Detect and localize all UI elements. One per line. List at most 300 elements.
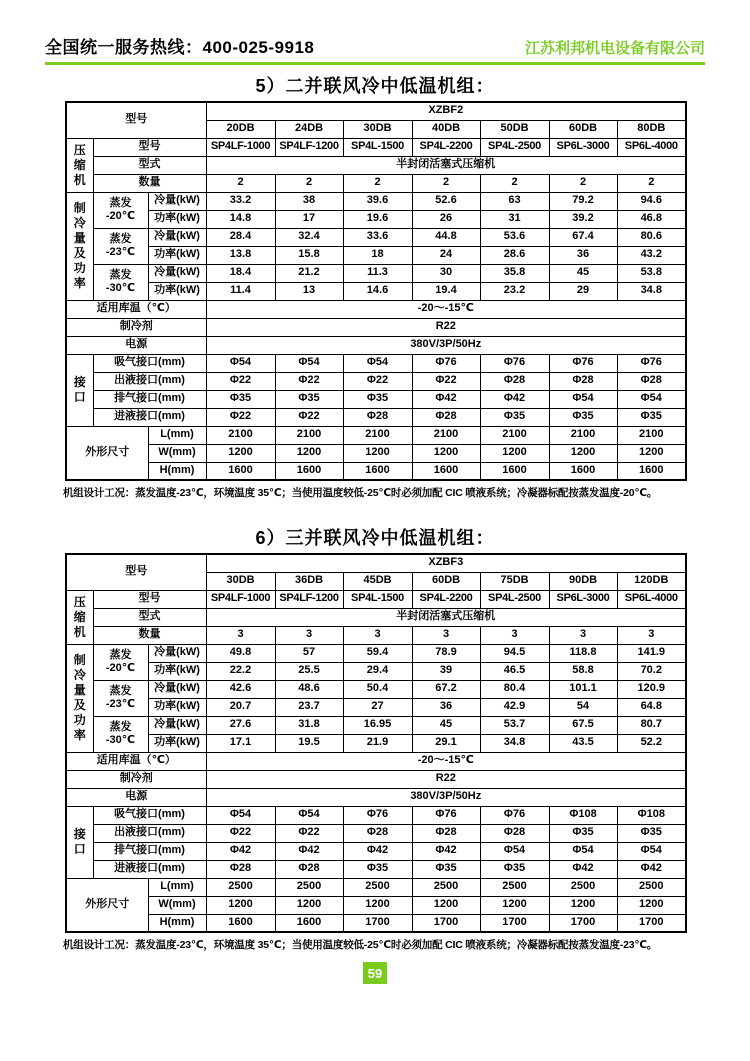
spec-value: 94.5 (480, 644, 549, 662)
table-row (66, 138, 686, 156)
spec-value: 1700 (549, 914, 617, 932)
spec-value: 120.9 (617, 680, 686, 698)
spec-value: Φ28 (412, 824, 480, 842)
spec-value: Φ35 (343, 390, 412, 408)
spec-value: SP6L-4000 (617, 138, 686, 156)
table-row (66, 390, 686, 408)
spec-value: Φ28 (480, 824, 549, 842)
spec-value: 1600 (275, 914, 343, 932)
spec-value: 67.2 (412, 680, 480, 698)
spec-value: 78.9 (412, 644, 480, 662)
spec-value: Φ76 (412, 354, 480, 372)
spec-value: 31.8 (275, 716, 343, 734)
spec-value: 2500 (480, 878, 549, 896)
spec-value: SP6L-3000 (549, 590, 617, 608)
merged-value: 半封闭活塞式压缩机 (206, 156, 686, 174)
spec-value: 2100 (412, 426, 480, 444)
spec-value: 30 (412, 264, 480, 282)
spec-value: 46.5 (480, 662, 549, 680)
spec-value: 19.5 (275, 734, 343, 752)
table-row (66, 156, 686, 174)
spec-value: 32.4 (275, 228, 343, 246)
spec-value: 22.2 (206, 662, 275, 680)
table-row (66, 372, 686, 390)
spec-value: 1600 (480, 462, 549, 480)
spec-value: 2 (480, 174, 549, 192)
spec-value: 25.5 (275, 662, 343, 680)
spec-value: 23.2 (480, 282, 549, 300)
spec-row-label: L(mm) (148, 426, 206, 444)
spec-value: 2 (617, 174, 686, 192)
spec-value: 1600 (206, 462, 275, 480)
spec-value: 3 (412, 626, 480, 644)
spec-value: 141.9 (617, 644, 686, 662)
table-row (66, 426, 686, 444)
spec-value: Φ22 (275, 824, 343, 842)
spec-value: 1200 (343, 444, 412, 462)
table-title: 5）二并联风冷中低温机组： (255, 76, 495, 96)
spec-row-label: 适用库温（℃） (66, 300, 206, 318)
spec-value: Φ22 (412, 372, 480, 390)
spec-value: 33.6 (343, 228, 412, 246)
table-row (66, 698, 686, 716)
spec-value: Φ42 (480, 390, 549, 408)
company-name: 江苏利邦机电设备有限公司 (524, 40, 705, 57)
spec-value: 20.7 (206, 698, 275, 716)
table-row (66, 734, 686, 752)
table-row (66, 444, 686, 462)
spec-value: 15.8 (275, 246, 343, 264)
table-row (66, 354, 686, 372)
spec-value: Φ54 (206, 354, 275, 372)
spec-value: Φ35 (206, 390, 275, 408)
spec-value: 42.6 (206, 680, 275, 698)
spec-value: 2100 (275, 426, 343, 444)
spec-value: 39.2 (549, 210, 617, 228)
spec-value: 1600 (549, 462, 617, 480)
spec-value: 13 (275, 282, 343, 300)
spec-value: Φ22 (206, 372, 275, 390)
spec-row-label: 吸气接口(mm) (93, 806, 206, 824)
spec-value: Φ28 (549, 372, 617, 390)
spec-value: 2100 (549, 426, 617, 444)
spec-value: 36 (412, 698, 480, 716)
page-header (0, 33, 750, 58)
table-row (66, 806, 686, 824)
spec-row-label: 出液接口(mm) (93, 824, 206, 842)
model-column-header: 50DB (480, 120, 549, 138)
spec-value: 3 (206, 626, 275, 644)
spec-value: 2 (549, 174, 617, 192)
spec-value: Φ42 (617, 860, 686, 878)
spec-value: 3 (275, 626, 343, 644)
spec-value: 18 (343, 246, 412, 264)
spec-value: SP4LF-1200 (275, 138, 343, 156)
spec-row-label: 功率(kW) (148, 698, 206, 716)
spec-value: Φ35 (275, 390, 343, 408)
spec-value: Φ54 (617, 842, 686, 860)
model-column-header: 75DB (480, 572, 549, 590)
spec-value: 26 (412, 210, 480, 228)
spec-value: Φ76 (412, 806, 480, 824)
spec-value: Φ22 (206, 824, 275, 842)
spec-value: Φ28 (343, 408, 412, 426)
group-label-dimensions: 外形尺寸 (66, 426, 148, 480)
spec-value: 53.7 (480, 716, 549, 734)
spec-value: 2 (275, 174, 343, 192)
spec-value: 2100 (206, 426, 275, 444)
model-column-header: 30DB (206, 572, 275, 590)
corner-model-label: 型号 (66, 554, 206, 590)
spec-value: Φ28 (275, 860, 343, 878)
table-row (66, 174, 686, 192)
table-row (66, 246, 686, 264)
spec-value: 1600 (412, 462, 480, 480)
spec-value: Φ42 (549, 860, 617, 878)
spec-value: 58.8 (549, 662, 617, 680)
table-row (66, 770, 686, 788)
spec-value: 3 (343, 626, 412, 644)
group-label-ports: 接 口 (66, 354, 93, 426)
evap-temp-label: 蒸发 -23℃ (93, 680, 148, 716)
spec-value: 21.2 (275, 264, 343, 282)
spec-value: SP6L-4000 (617, 590, 686, 608)
spec-value: Φ54 (549, 390, 617, 408)
spec-value: 64.8 (617, 698, 686, 716)
spec-value: SP4L-2200 (412, 590, 480, 608)
spec-value: Φ108 (549, 806, 617, 824)
spec-value: 43.2 (617, 246, 686, 264)
table-row (66, 228, 686, 246)
spec-row-label: L(mm) (148, 878, 206, 896)
spec-value: Φ76 (343, 806, 412, 824)
evap-temp-label: 蒸发 -30℃ (93, 264, 148, 300)
series-name: XZBF2 (206, 102, 686, 120)
spec-value: 1200 (617, 896, 686, 914)
spec-value: 45 (412, 716, 480, 734)
spec-row-label: 型号 (93, 590, 206, 608)
spec-value: Φ42 (412, 390, 480, 408)
spec-value: 1200 (343, 896, 412, 914)
spec-row-label: 功率(kW) (148, 210, 206, 228)
spec-value: 2500 (206, 878, 275, 896)
spec-row-label: 制冷剂 (66, 770, 206, 788)
spec-row-label: 适用库温（℃） (66, 752, 206, 770)
spec-value: Φ28 (617, 372, 686, 390)
group-label-ports: 接 口 (66, 806, 93, 878)
spec-row-label: 型式 (93, 156, 206, 174)
merged-value: R22 (206, 318, 686, 336)
spec-value: 52.2 (617, 734, 686, 752)
spec-value: 1600 (206, 914, 275, 932)
spec-value: 18.4 (206, 264, 275, 282)
spec-row-label: 排气接口(mm) (93, 390, 206, 408)
spec-value: 1200 (206, 896, 275, 914)
spec-value: 57 (275, 644, 343, 662)
spec-value: 46.8 (617, 210, 686, 228)
spec-value: 3 (617, 626, 686, 644)
spec-value: 53.6 (480, 228, 549, 246)
table-row (66, 554, 686, 572)
spec-value: 2100 (480, 426, 549, 444)
spec-value: 2500 (343, 878, 412, 896)
spec-value: 45 (549, 264, 617, 282)
spec-row-label: 数量 (93, 174, 206, 192)
spec-value: 34.8 (617, 282, 686, 300)
model-column-header: 80DB (617, 120, 686, 138)
spec-value: Φ22 (275, 372, 343, 390)
spec-value: 94.6 (617, 192, 686, 210)
merged-value: 380V/3P/50Hz (206, 788, 686, 806)
spec-value: Φ76 (617, 354, 686, 372)
spec-value: 1700 (412, 914, 480, 932)
spec-value: 2500 (617, 878, 686, 896)
spec-value: 67.5 (549, 716, 617, 734)
spec-row-label: 功率(kW) (148, 246, 206, 264)
spec-value: 33.2 (206, 192, 275, 210)
spec-value: Φ35 (617, 824, 686, 842)
table-row (66, 608, 686, 626)
evap-temp-label: 蒸发 -30℃ (93, 716, 148, 752)
spec-value: 63 (480, 192, 549, 210)
spec-value: Φ54 (480, 842, 549, 860)
spec-value: 38 (275, 192, 343, 210)
spec-row-label: W(mm) (148, 896, 206, 914)
table-row (66, 626, 686, 644)
spec-value: Φ42 (343, 842, 412, 860)
table-row (66, 716, 686, 734)
spec-value: Φ54 (275, 354, 343, 372)
table-row (66, 842, 686, 860)
spec-row-label: 冷量(kW) (148, 680, 206, 698)
model-column-header: 40DB (412, 120, 480, 138)
spec-value: Φ22 (206, 408, 275, 426)
spec-value: Φ22 (275, 408, 343, 426)
spec-row-label: 功率(kW) (148, 662, 206, 680)
table-row (66, 408, 686, 426)
spec-value: 59.4 (343, 644, 412, 662)
table-note: 机组设计工况：蒸发温度-23℃，环境温度 35℃；当使用温度较低-25℃时必须加配 CIC 喷液系统；冷凝器标配按蒸发温度-20℃。 (63, 487, 658, 499)
model-column-header: 45DB (343, 572, 412, 590)
spec-row-label: 冷量(kW) (148, 192, 206, 210)
spec-row-label: 制冷剂 (66, 318, 206, 336)
table-row (66, 282, 686, 300)
spec-value: Φ54 (549, 842, 617, 860)
spec-value: 14.6 (343, 282, 412, 300)
merged-value: -20～-15℃ (206, 752, 686, 770)
spec-value: SP4L-2500 (480, 590, 549, 608)
group-label-performance: 制 冷 量 及 功 率 (66, 192, 93, 300)
spec-value: 48.6 (275, 680, 343, 698)
spec-row-label: 电源 (66, 788, 206, 806)
spec-value: 1200 (549, 444, 617, 462)
spec-value: 31 (480, 210, 549, 228)
spec-value: 29 (549, 282, 617, 300)
spec-value: 21.9 (343, 734, 412, 752)
service-hotline: 全国统一服务热线：400-025-9918 (45, 38, 315, 57)
spec-value: Φ42 (206, 842, 275, 860)
spec-value: 79.2 (549, 192, 617, 210)
table-row (66, 318, 686, 336)
spec-value: 2100 (343, 426, 412, 444)
spec-value: SP4L-2500 (480, 138, 549, 156)
spec-value: 101.1 (549, 680, 617, 698)
spec-value: 70.2 (617, 662, 686, 680)
spec-value: 44.8 (412, 228, 480, 246)
spec-value: 2500 (275, 878, 343, 896)
spec-row-label: 功率(kW) (148, 734, 206, 752)
spec-row-label: 数量 (93, 626, 206, 644)
spec-value: SP4L-1500 (343, 138, 412, 156)
spec-value: 1600 (275, 462, 343, 480)
spec-value: 80.6 (617, 228, 686, 246)
evap-temp-label: 蒸发 -20℃ (93, 192, 148, 228)
series-name: XZBF3 (206, 554, 686, 572)
spec-value: 2 (412, 174, 480, 192)
table-title: 6）三并联风冷中低温机组： (255, 528, 495, 548)
merged-value: -20～-15℃ (206, 300, 686, 318)
table-row (66, 644, 686, 662)
spec-value: Φ28 (412, 408, 480, 426)
spec-value: Φ28 (480, 372, 549, 390)
spec-value: 52.6 (412, 192, 480, 210)
spec-value: Φ108 (617, 806, 686, 824)
spec-value: 2 (343, 174, 412, 192)
spec-value: 67.4 (549, 228, 617, 246)
spec-value: Φ35 (343, 860, 412, 878)
table-row (66, 662, 686, 680)
spec-value: Φ54 (275, 806, 343, 824)
spec-value: Φ22 (343, 372, 412, 390)
model-column-header: 30DB (343, 120, 412, 138)
model-column-header: 120DB (617, 572, 686, 590)
spec-value: SP4LF-1000 (206, 590, 275, 608)
spec-row-label: 冷量(kW) (148, 264, 206, 282)
spec-value: Φ54 (617, 390, 686, 408)
spec-value: 11.3 (343, 264, 412, 282)
table-row (66, 462, 686, 480)
model-column-header: 60DB (412, 572, 480, 590)
table-note: 机组设计工况：蒸发温度-23℃，环境温度 35℃；当使用温度较低-25℃时必须加配 CIC 喷液系统；冷凝器标配按蒸发温度-23℃。 (63, 939, 658, 951)
spec-value: SP4LF-1000 (206, 138, 275, 156)
table-row (66, 860, 686, 878)
spec-value: 1700 (343, 914, 412, 932)
page-number-badge: 59 (363, 962, 387, 984)
spec-value: Φ42 (275, 842, 343, 860)
spec-value: 16.95 (343, 716, 412, 734)
table-row (66, 896, 686, 914)
merged-value: R22 (206, 770, 686, 788)
spec-row-label: 出液接口(mm) (93, 372, 206, 390)
spec-value: 28.4 (206, 228, 275, 246)
spec-value: 1600 (343, 462, 412, 480)
spec-value: 24 (412, 246, 480, 264)
table-row (66, 210, 686, 228)
spec-value: Φ54 (343, 354, 412, 372)
model-column-header: 36DB (275, 572, 343, 590)
merged-value: 380V/3P/50Hz (206, 336, 686, 354)
table-row (66, 192, 686, 210)
spec-value: 1200 (275, 896, 343, 914)
table-row (66, 878, 686, 896)
table-row (66, 752, 686, 770)
spec-value: 1200 (412, 896, 480, 914)
spec-value: Φ76 (480, 354, 549, 372)
model-column-header: 60DB (549, 120, 617, 138)
spec-value: 19.6 (343, 210, 412, 228)
spec-value: 42.9 (480, 698, 549, 716)
table-row (66, 336, 686, 354)
spec-value: 27.6 (206, 716, 275, 734)
spec-value: 11.4 (206, 282, 275, 300)
spec-value: 3 (480, 626, 549, 644)
spec-row-label: H(mm) (148, 914, 206, 932)
table-row (66, 914, 686, 932)
spec-value: 80.7 (617, 716, 686, 734)
spec-value: Φ35 (549, 408, 617, 426)
spec-value: 27 (343, 698, 412, 716)
spec-value: 1700 (617, 914, 686, 932)
table-section-triplex (0, 524, 750, 952)
spec-row-label: 功率(kW) (148, 282, 206, 300)
spec-value: 17 (275, 210, 343, 228)
table-row (66, 590, 686, 608)
model-column-header: 20DB (206, 120, 275, 138)
table-row (66, 788, 686, 806)
spec-value: 53.8 (617, 264, 686, 282)
spec-value: 80.4 (480, 680, 549, 698)
spec-value: 1200 (275, 444, 343, 462)
spec-row-label: 吸气接口(mm) (93, 354, 206, 372)
model-column-header: 90DB (549, 572, 617, 590)
spec-value: 39 (412, 662, 480, 680)
spec-value: 39.6 (343, 192, 412, 210)
spec-value: 1200 (206, 444, 275, 462)
spec-value: 2500 (412, 878, 480, 896)
group-label-dimensions: 外形尺寸 (66, 878, 148, 932)
spec-value: SP6L-3000 (549, 138, 617, 156)
spec-value: 28.6 (480, 246, 549, 264)
spec-row-label: 型式 (93, 608, 206, 626)
spec-value: Φ76 (549, 354, 617, 372)
spec-value: Φ42 (412, 842, 480, 860)
spec-row-label: 排气接口(mm) (93, 842, 206, 860)
evap-temp-label: 蒸发 -20℃ (93, 644, 148, 680)
table-row (66, 300, 686, 318)
group-label-compressor: 压 缩 机 (66, 590, 93, 644)
spec-value: 29.4 (343, 662, 412, 680)
spec-value: Φ35 (480, 860, 549, 878)
spec-value: Φ35 (549, 824, 617, 842)
spec-value: 23.7 (275, 698, 343, 716)
spec-value: SP4L-1500 (343, 590, 412, 608)
spec-value: 36 (549, 246, 617, 264)
spec-value: 1200 (480, 896, 549, 914)
evap-temp-label: 蒸发 -23℃ (93, 228, 148, 264)
table-row (66, 680, 686, 698)
spec-value: Φ35 (480, 408, 549, 426)
merged-value: 半封闭活塞式压缩机 (206, 608, 686, 626)
spec-value: SP4L-2200 (412, 138, 480, 156)
spec-value: 54 (549, 698, 617, 716)
spec-row-label: 电源 (66, 336, 206, 354)
spec-value: Φ54 (206, 806, 275, 824)
spec-value: 118.8 (549, 644, 617, 662)
spec-value: Φ35 (412, 860, 480, 878)
table-row (66, 102, 686, 120)
spec-value: 2100 (617, 426, 686, 444)
table-section-duplex (0, 72, 750, 500)
